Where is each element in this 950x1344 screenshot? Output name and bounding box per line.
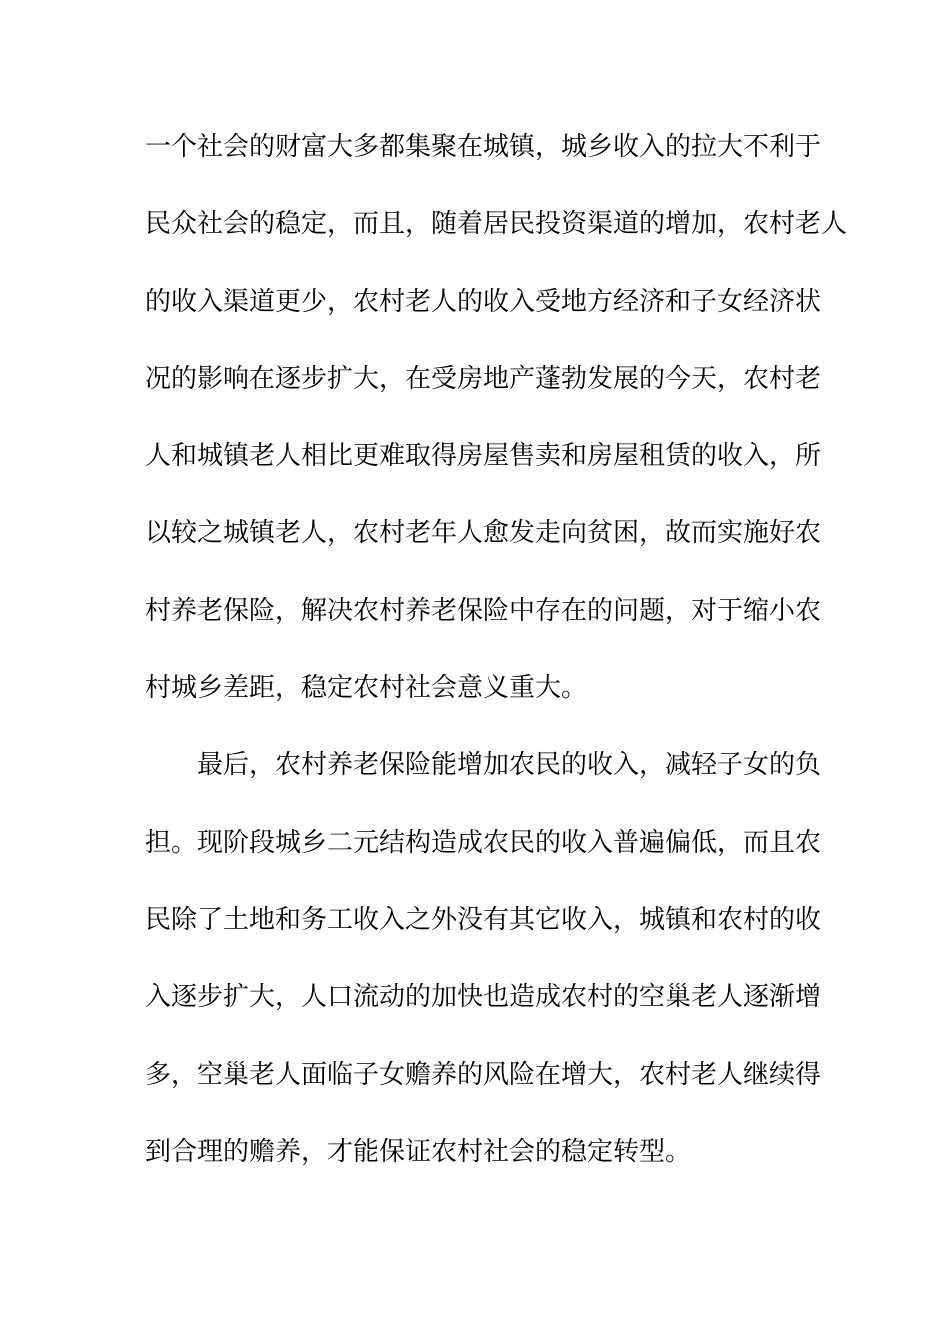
text-line: 况的影响在逐步扩大，在受房地产蓬勃发展的今天，农村老: [145, 363, 822, 394]
paragraph-start-line: 最后，农村养老保险能增加农民的收入，减轻子女的负: [197, 750, 822, 781]
text-line: 以较之城镇老人，农村老年人愈发走向贫困，故而实施好农: [145, 518, 822, 549]
text-line: 入逐步扩大，人口流动的加快也造成农村的空巢老人逐渐增: [145, 982, 822, 1013]
text-line: 担。现阶段城乡二元结构造成农民的收入普遍偏低，而且农: [145, 827, 822, 858]
text-line: 民众社会的稳定，而且，随着居民投资渠道的增加，农村老人: [145, 209, 848, 240]
text-line: 村养老保险，解决农村养老保险中存在的问题，对于缩小农: [145, 595, 822, 626]
text-line: 民除了土地和务工收入之外没有其它收入，城镇和农村的收: [145, 904, 822, 935]
text-line: 的收入渠道更少，农村老人的收入受地方经济和子女经济状: [145, 286, 822, 317]
body-text: [145, 127, 848, 1209]
text-line: 村城乡差距，稳定农村社会意义重大。: [145, 673, 588, 704]
text-line: 到合理的赡养，才能保证农村社会的稳定转型。: [145, 1136, 692, 1167]
text-line: 多，空巢老人面临子女赡养的风险在增大，农村老人继续得: [145, 1059, 822, 1090]
text-line: 一个社会的财富大多都集聚在城镇，城乡收入的拉大不利于: [145, 132, 822, 162]
text-line: 人和城镇老人相比更难取得房屋售卖和房屋租赁的收入，所: [145, 441, 822, 472]
